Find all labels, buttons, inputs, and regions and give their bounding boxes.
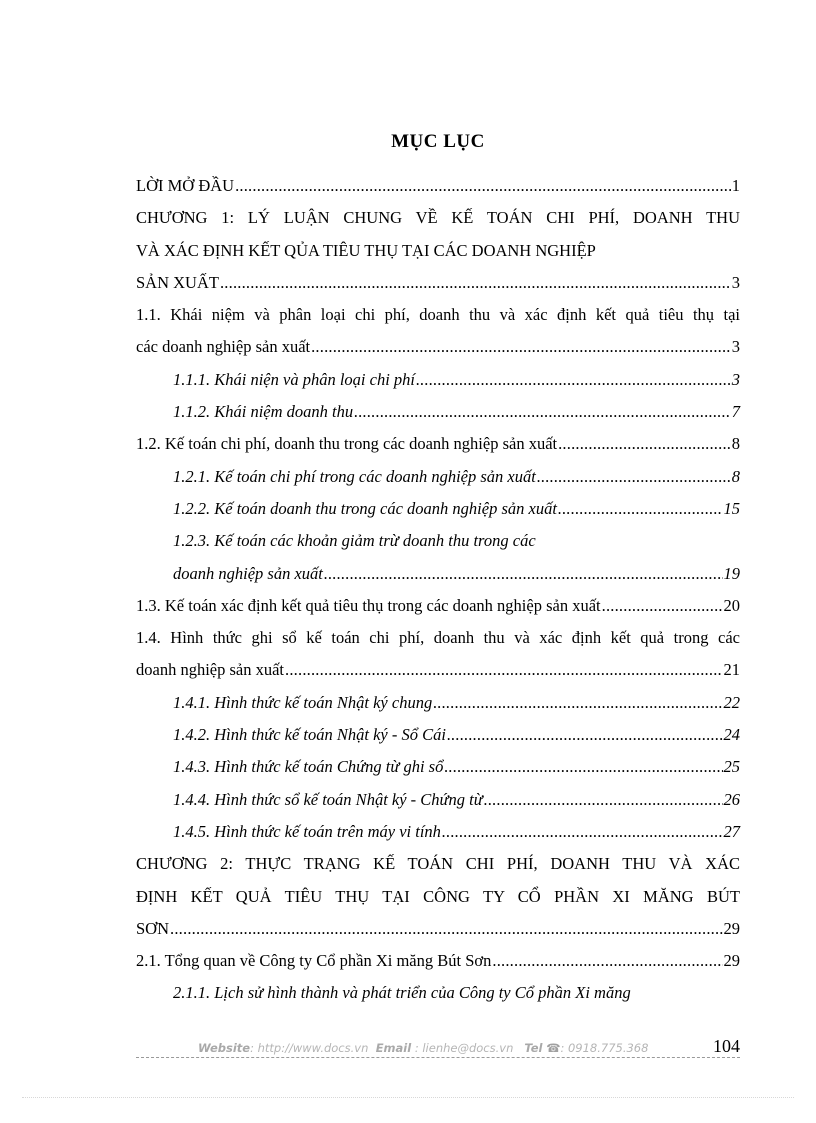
toc-entry-text: doanh nghiệp sản xuất	[136, 660, 285, 680]
dot-leader	[285, 654, 722, 686]
toc-entry[interactable]	[136, 428, 740, 460]
toc-entry-text: 1.2.1. Kế toán chi phí trong các doanh nghiệp sản xuất	[173, 466, 536, 486]
website-label: Website	[198, 1041, 251, 1055]
toc-entry-text: các doanh nghiệp sản xuất	[136, 337, 311, 357]
website-link[interactable]: : http://www.docs.vn	[250, 1041, 369, 1055]
toc-entry-text: SẢN XUẤT	[136, 272, 219, 292]
dot-leader	[602, 590, 723, 622]
toc-entry-text: 2.1. Tổng quan về Công ty Cổ phần Xi măng Bút Sơn	[136, 951, 492, 971]
dot-leader	[416, 364, 731, 396]
toc-entry-text: 1.4.1. Hình thức kế toán Nhật ký chung	[173, 692, 433, 712]
toc-entry-text: 1.2. Kế toán chi phí, doanh thu trong các doanh nghiệp sản xuất	[136, 434, 558, 454]
toc-subentry[interactable]	[136, 751, 740, 783]
toc-entry-text: 1.3. Kế toán xác định kết quả tiêu thụ trong các doanh nghiệp sản xuất	[136, 595, 601, 615]
toc-subentry[interactable]	[136, 364, 740, 396]
toc-subentry[interactable]	[136, 816, 740, 848]
toc-entry-text: 1.4.3. Hình thức kế toán Chứng từ ghi sổ	[173, 757, 444, 777]
toc-entry[interactable]	[136, 170, 740, 202]
dot-leader	[492, 945, 722, 977]
toc-entry-page: 29	[723, 918, 740, 938]
toc-entry[interactable]	[136, 945, 740, 977]
toc-entry-page: 15	[723, 498, 740, 518]
toc-subentry[interactable]	[136, 396, 740, 428]
email-label: Email	[375, 1041, 412, 1055]
toc-entry[interactable]	[136, 654, 740, 686]
tel-value: : 0918.775.368	[560, 1041, 649, 1055]
dot-leader	[311, 331, 731, 363]
toc-subentry[interactable]	[136, 461, 740, 493]
toc-entry-page: 1	[731, 176, 740, 195]
toc-entry-page: 8	[731, 466, 740, 486]
dot-leader	[220, 267, 731, 299]
toc-entry-text: 1.2.2. Kế toán doanh thu trong các doanh nghiệp sản xuất	[173, 498, 557, 518]
toc-subentry[interactable]	[136, 493, 740, 525]
toc-entry-line[interactable]: VÀ XÁC ĐỊNH KẾT QỦA TIÊU THỤ TẠI CÁC DOANH NGHIỆP	[136, 240, 596, 260]
page-footer	[136, 1036, 740, 1058]
toc-entry-page: 7	[731, 402, 740, 422]
tel-label: Tel	[524, 1041, 543, 1055]
email-link[interactable]: : lienhe@docs.vn	[411, 1041, 514, 1055]
toc-subentry[interactable]	[136, 687, 740, 719]
dot-leader	[324, 558, 723, 590]
dot-leader	[484, 784, 723, 816]
toc-entry[interactable]	[136, 913, 740, 945]
toc-entry-page: 26	[723, 789, 740, 809]
dot-leader	[170, 913, 722, 945]
dot-leader	[433, 687, 722, 719]
page-title: MỤC LỤC	[391, 131, 485, 152]
toc-entry-page: 22	[723, 692, 740, 712]
dot-leader	[558, 493, 723, 525]
toc-entry-text: 1.4.4. Hình thức sổ kế toán Nhật ký - Chứng từ	[173, 789, 483, 809]
toc-entry-text: doanh nghiệp sản xuất	[173, 563, 323, 583]
toc-entry-line[interactable]: 1.4. Hình thức ghi sổ kế toán chi phí, doanh thu và xác định kết quả trong các	[136, 628, 740, 648]
footer-contact	[198, 1041, 648, 1055]
page-number: 104	[713, 1036, 740, 1056]
footer-divider	[136, 1057, 740, 1058]
dot-leader	[442, 816, 723, 848]
toc-entry[interactable]	[136, 331, 740, 363]
toc-subentry[interactable]	[136, 784, 740, 816]
toc-entry-page: 24	[723, 725, 740, 745]
toc-subentry[interactable]	[136, 719, 740, 751]
toc-entry-text: 1.1.2. Khái niệm doanh thu	[173, 402, 354, 422]
toc-entry-line[interactable]: CHƯƠNG 2: THỰC TRẠNG KẾ TOÁN CHI PHÍ, DOANH THU VÀ XÁC	[136, 854, 740, 874]
dot-leader	[447, 719, 723, 751]
phone-icon: ☎	[546, 1041, 561, 1055]
dot-leader	[537, 461, 731, 493]
toc-entry-page: 3	[731, 337, 740, 357]
page-bottom-border	[22, 1097, 794, 1098]
toc-entry-text: 1.1.1. Khái niện và phân loại chi phí	[173, 369, 415, 389]
dot-leader	[235, 170, 731, 202]
toc-entry-page: 25	[723, 757, 740, 777]
toc-entry-page: 21	[723, 660, 740, 680]
toc-entry-text: 1.4.2. Hình thức kế toán Nhật ký - Sổ Cái	[173, 725, 446, 745]
toc-entry-line[interactable]: CHƯƠNG 1: LÝ LUẬN CHUNG VỀ KẾ TOÁN CHI PHÍ, DOANH THU	[136, 208, 740, 228]
toc-entry-page: 8	[731, 434, 740, 454]
toc-entry-text: 1.4.5. Hình thức kế toán trên máy vi tính	[173, 821, 441, 841]
toc-entry-page: 20	[723, 595, 740, 615]
table-of-contents	[136, 170, 740, 1010]
toc-entry-page: 3	[731, 369, 740, 389]
toc-entry-page: 27	[723, 821, 740, 841]
toc-entry[interactable]	[136, 267, 740, 299]
toc-entry-page: 19	[723, 563, 740, 583]
dot-leader	[444, 751, 722, 783]
dot-leader	[354, 396, 731, 428]
toc-subentry[interactable]	[136, 558, 740, 590]
toc-subentry[interactable]: 2.1.1. Lịch sử hình thành và phát triển của Công ty Cổ phần Xi măng	[173, 983, 631, 1003]
toc-entry[interactable]	[136, 590, 740, 622]
toc-entry-page: 29	[723, 951, 740, 971]
toc-entry-text: SƠN	[136, 918, 170, 938]
toc-entry-line[interactable]: ĐỊNH KẾT QUẢ TIÊU THỤ TẠI CÔNG TY CỔ PHẦN XI MĂNG BÚT	[136, 886, 740, 906]
toc-entry-line[interactable]: 1.2.3. Kế toán các khoản giảm trừ doanh thu trong các	[173, 531, 536, 551]
toc-entry-line[interactable]: 1.1. Khái niệm và phân loại chi phí, doanh thu và xác định kết quả tiêu thụ tại	[136, 305, 740, 325]
toc-entry-text: LỜI MỞ ĐẦU	[136, 176, 235, 195]
dot-leader	[558, 428, 731, 460]
toc-entry-page: 3	[731, 272, 740, 292]
